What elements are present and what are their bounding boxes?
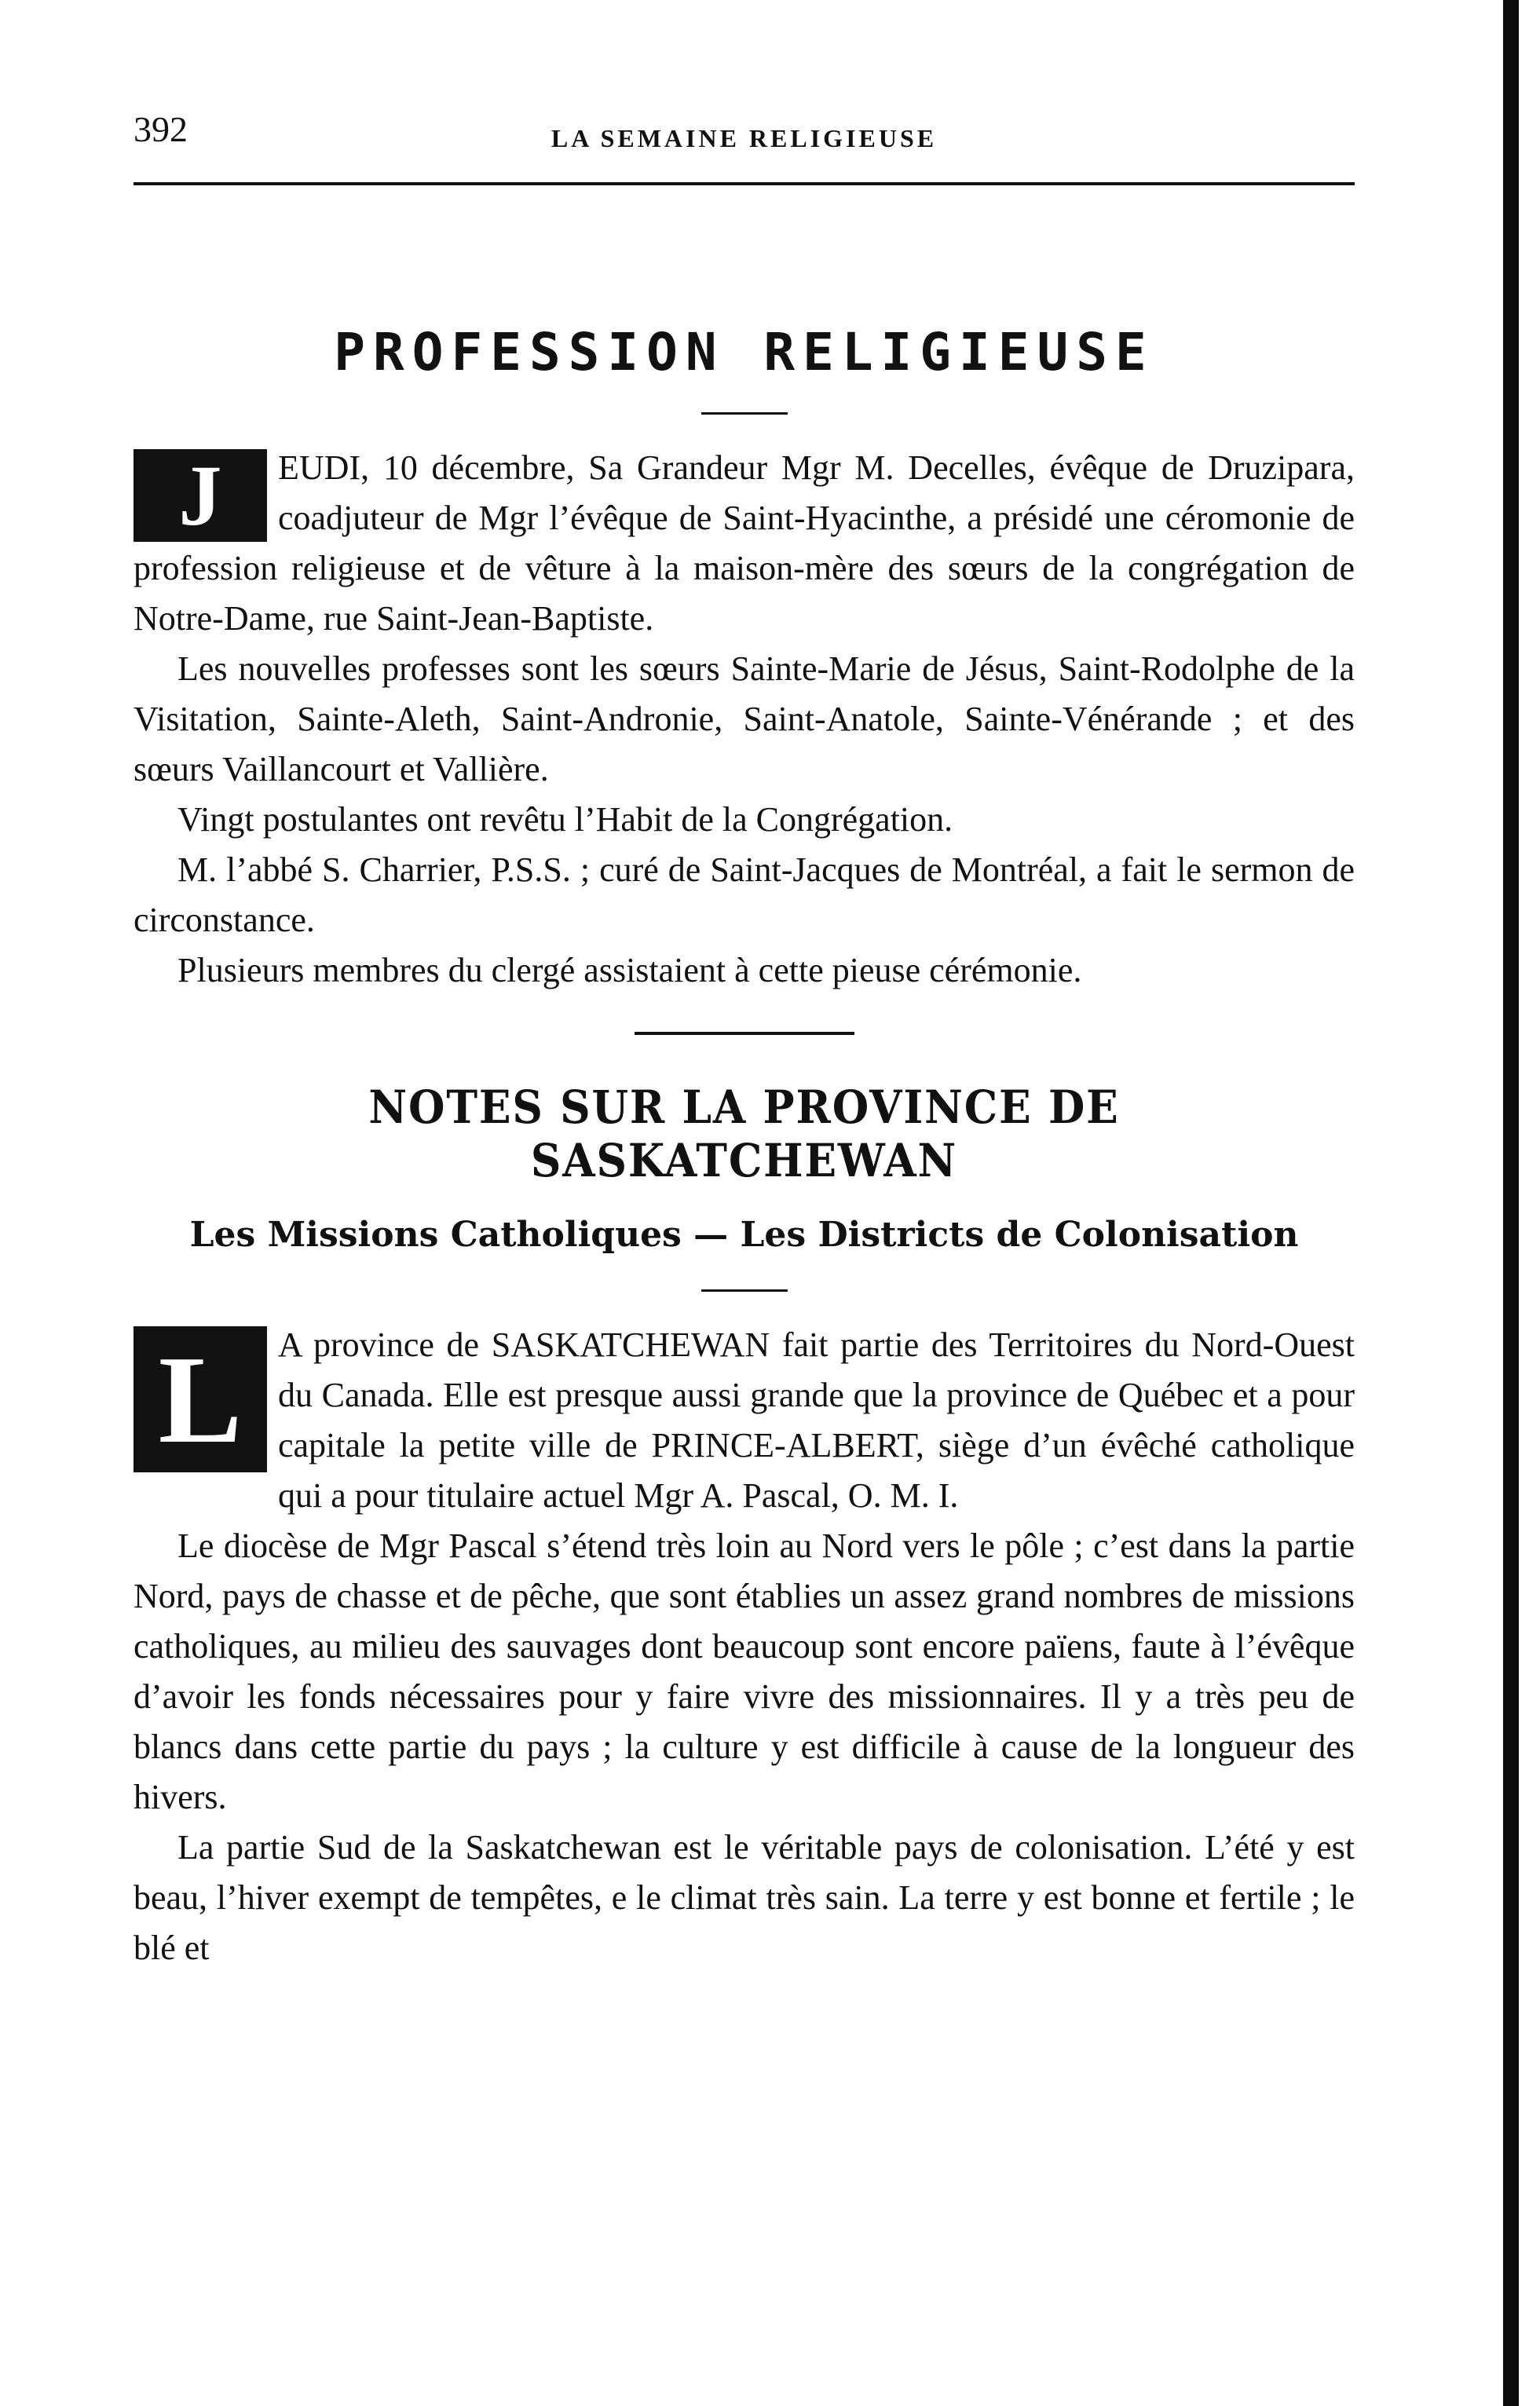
paragraph: M. l’abbé S. Charrier, P.S.S. ; curé de Saint-Jacques de Montréal, a fait le sermon de circonstance. — [134, 850, 1355, 939]
page-number: 392 — [134, 109, 188, 149]
book-spine-edge — [1503, 0, 1519, 2406]
running-title: LA SEMAINE RELIGIEUSE — [551, 124, 938, 152]
header-rule — [134, 182, 1355, 185]
ornamental-dropcap: L — [134, 1326, 267, 1472]
article-title: NOTES SUR LA PROVINCE DE SASKATCHEWAN — [368, 1081, 1120, 1187]
paragraph: Plusieurs membres du clergé assistaient à cette pieuse cérémonie. — [177, 951, 1082, 989]
article-title: PROFESSION RELIGIEUSE — [334, 322, 1154, 382]
paragraph: Vingt postulantes ont revêtu l’Habit de la Congrégation. — [177, 800, 953, 839]
paragraph: La partie Sud de la Saskatchewan est le véritable pays de colonisation. L’été y est beau, l’hiver exempt de tempêtes, e le climat très sain. La terre y est bonne et fertile ; le blé et — [134, 1828, 1355, 1967]
section-divider — [635, 1032, 854, 1035]
paragraph: EUDI, 10 décembre, Sa Grandeur Mgr M. Decelles, évêque de Druzipara, coadjuteur de Mgr l’évêque de Saint-Hyacinthe, a présidé une céromonie de profession religieuse et de vêture à la maison-mère des sœurs de la congrégation de Notre-Dame, rue Saint-Jean-Baptiste. — [134, 448, 1355, 638]
title-rule — [701, 1289, 788, 1292]
page-header — [134, 94, 1355, 173]
page — [134, 94, 1355, 1973]
paragraph: Le diocèse de Mgr Pascal s’étend très loin au Nord vers le pôle ; c’est dans la partie Nord, pays de chasse et de pêche, que sont établies un assez grand nombres de missions catholiques, au milieu des sauvages dont beaucoup sont encore païens, faute à l’évêque d’avoir les fonds nécessaires pour y faire vivre des missionnaires. Il y a très peu de blancs dans cette partie du pays ; la culture y est difficile à cause de la longueur des hivers. — [134, 1527, 1355, 1816]
article-profession-religieuse — [134, 322, 1355, 996]
paragraph: A province de SASKATCHEWAN fait partie des Territoires du Nord-Ouest du Canada. Elle est presque aussi grande que la province de Québec et a pour capitale la petite ville de PRINCE-ALBERT, siège d’un évêché catholique qui a pour titulaire actuel Mgr A. Pascal, O. M. I. — [278, 1325, 1355, 1515]
article-subtitle: Les Missions Catholiques — Les Districts de Colonisation — [189, 1215, 1299, 1255]
ornamental-dropcap: J — [134, 449, 267, 542]
title-rule — [701, 412, 788, 415]
article-saskatchewan — [134, 1081, 1355, 1973]
paragraph: Les nouvelles professes sont les sœurs Sainte-Marie de Jésus, Saint-Rodolphe de la Visitation, Sainte-Aleth, Saint-Andronie, Saint-Anatole, Sainte-Vénérande ; et des sœurs Vaillancourt et Vallière. — [134, 649, 1355, 788]
